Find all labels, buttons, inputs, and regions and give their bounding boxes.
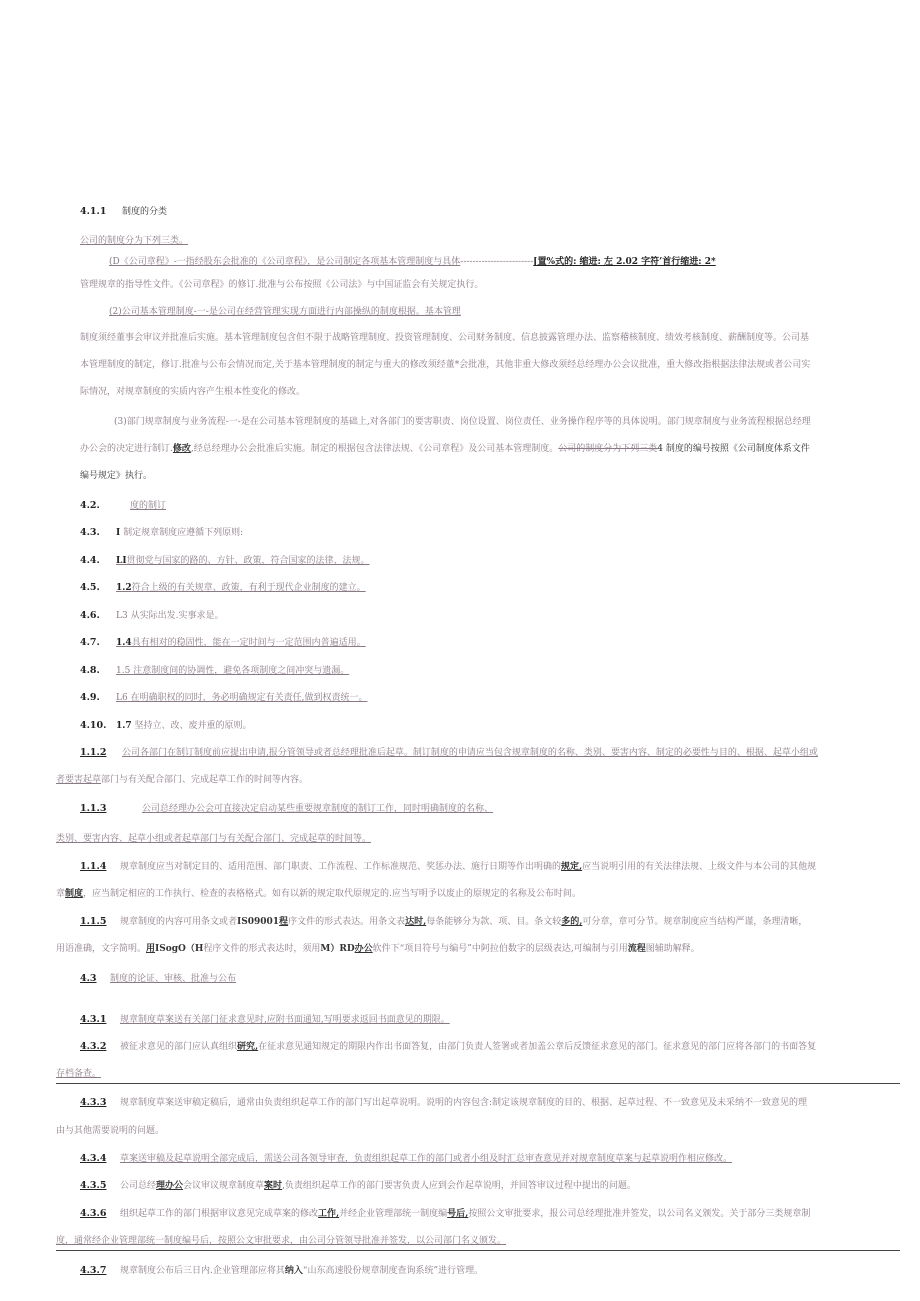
list-number: 4.4. [80, 555, 100, 566]
text-run: 流程 [627, 944, 646, 954]
text-run: 制度 [65, 889, 84, 899]
text-run: 研究, [237, 1042, 259, 1052]
clause-number: 4.3.7 [80, 1265, 107, 1276]
text-run: 规章制度公布后三日内.企业管理部应将其 [120, 1266, 285, 1276]
text-run: 程 [279, 917, 289, 927]
list-text: 在明确职权的同时，务必明确规定有关责任,做到权责统一。 [130, 693, 368, 703]
clause-1-1-4-line-2 [56, 888, 581, 900]
list-text: 具有相对的稳固性，能在一定时间与一定范围内普遍适用。 [131, 638, 366, 648]
text-run: IS09001 [237, 917, 280, 927]
text-run: 4 制度的编号按照《公司制度体系文件 [657, 444, 810, 454]
text-run: 号后, [447, 1209, 469, 1219]
list-item-4-7 [80, 637, 366, 649]
text-run: 并经企业管理部统一制度编 [339, 1209, 448, 1219]
clause-4-3-3-line-1 [80, 1097, 807, 1109]
list-text: 制定规章制度应遵循下列原则: [123, 528, 244, 538]
list-marker: 1.4 [116, 638, 132, 648]
list-number: 4.10. [80, 720, 107, 731]
text-run: 规章制度应当对制定目的、适用范围、部门职责、工作流程、工作标准规范、奖惩办法、施行日期等作出明确的 [120, 862, 562, 872]
text-run: 程序文件的形式表达时，须用 [203, 944, 321, 954]
text-run: 办公 [354, 944, 373, 954]
list-number: 4.8. [80, 665, 100, 676]
list-marker: L3 [116, 611, 128, 621]
paragraph-1-line-2: 管理规章的指导性文件。《公司章程》的修订.批准与公布按照《公司法》与中国证监会有关规定执行。 [80, 280, 484, 290]
paragraph-3-line-2 [80, 443, 810, 455]
text-run: 在征求意见通知规定的期限内作出书面答复，由部门负责人签署或者加盖公章后反馈征求意见的部门。征求意见的部门应将各部门的书面答复 [258, 1042, 817, 1052]
comment-connector: ------------------------ [460, 257, 534, 267]
paragraph-1-text: (D《公司章程》-一指经股东会批准的《公司章程》，是公司制定各项基本管理制度与具体 [109, 257, 461, 267]
clause-4-3-7 [80, 1265, 483, 1277]
text-run: 理办公 [156, 1181, 184, 1191]
text-run: 按照公文审批要求，报公司总经理批准并签发，以公司名义颁发。关于部分三类规章制 [468, 1209, 811, 1219]
text-run: ,负责组织起草工作的部门要害负责人应到会作起草说明，并回答审议过程中提出的问题。 [282, 1181, 636, 1191]
list-marker: 1.7 [116, 721, 132, 731]
paragraph-2-line-4: 际情况，对规章制度的实质内容产生根本性变化的修改。 [80, 387, 306, 397]
text-run: 部门与有关配合部门、完成起草工作的时间等内容。 [101, 775, 309, 785]
clause-number: 4.3.1 [80, 1014, 107, 1025]
clause-4-3-3-line-2: 由与其他需要说明的问题。 [56, 1126, 165, 1136]
clause-4-3-5 [80, 1180, 636, 1192]
revision-comment: [置%式的: 缩进: 左 2.02 字符’首行缩进: 2* [533, 257, 716, 267]
list-number: 4.3. [80, 527, 100, 538]
list-text: 注意制度间的协调性，避免各项制度之间冲突与遗漏。 [133, 666, 350, 676]
list-item-4-8 [80, 665, 349, 677]
clause-number: 1.1.5 [80, 916, 107, 927]
clause-1-1-5-line-1 [80, 916, 807, 928]
deleted-text: 公司的制度分为下列三类 [558, 444, 658, 454]
text-run: 多的, [561, 917, 583, 927]
text-run: 修改 [172, 444, 191, 454]
text-run: 纳入 [284, 1266, 303, 1276]
text-run: 案时 [264, 1181, 283, 1191]
clause-4-3-6-line-2: 度，通常经企业管理部统一制度编号后，按照公文审批要求，由公司分管领导批准并签发，以公司部门名义颁发。 [56, 1236, 507, 1246]
clause-number: 1.1.3 [80, 803, 107, 814]
clause-1-1-3-line-2: 类别、要害内容、起草小组或者起草部门与有关配合部门、完成起草的时间等。 [56, 834, 372, 844]
section-title: 制度的分类 [122, 207, 168, 217]
text-run: 用语准确，文字简明。 [56, 944, 147, 954]
list-item-4-2 [80, 500, 166, 512]
text-run: ISogO（H [155, 944, 204, 954]
intro-paragraph: 公司的制度分为下列三类。 [80, 236, 189, 246]
paragraph-2-line-1: (2)公司基本管理制度-一-是公司在经营管理实现方面进行内部操纵的制度根据。基本管理 [109, 307, 461, 317]
paragraph-3-line-3: 编号规定》执行。 [80, 471, 153, 481]
text-run: 组织起草工作的部门根据审议意见完成草案的修改 [120, 1209, 319, 1219]
paragraph-1-line-1 [109, 256, 716, 268]
list-number: 4.2. [80, 500, 100, 511]
list-item-4-4 [80, 555, 370, 567]
clause-number: 4.3.2 [80, 1041, 107, 1052]
paragraph-3-line-1: (3)部门规章制度与业务流程-一-是在公司基本管理制度的基础上,对各部门的要害职责、岗位设置、岗位责任、业务操作程序等的具体说明。部门规章制度与业务流程根据总经理 [114, 417, 811, 427]
clause-text: 规章制度草案送有关部门征求意见时,应附书面通知,写明要求返回书面意见的期限。 [120, 1015, 450, 1025]
list-number: 4.7. [80, 637, 100, 648]
text-run: 软件下“项目符号与编号”中阿拉伯数字的层级表达,可编制与引用 [372, 944, 628, 954]
text-run: 办公会的决定进行制订. [80, 444, 173, 454]
clause-4-3-2-line-1 [80, 1041, 816, 1053]
list-number: 4.6. [80, 610, 100, 621]
text-run: 用 [146, 944, 156, 954]
text-run: 章 [56, 889, 66, 899]
section-number: 4.3 [80, 973, 97, 984]
list-item-4-5 [80, 582, 366, 594]
list-item-4-10 [80, 720, 252, 732]
section-heading-4-3 [80, 973, 236, 985]
text-run: 可分章，章可分节。规章制度应当结构严谨，条理清晰， [582, 917, 808, 927]
list-marker: 1.5 [116, 666, 131, 676]
list-text: 度的制订 [130, 501, 167, 511]
clause-1-1-5-line-2 [56, 943, 700, 955]
list-item-4-9 [80, 692, 367, 704]
text-run: 应当说明引用的有关法律法规、上级文件与本公司的其他规 [582, 862, 817, 872]
clause-text: 规章制度草案送审稿定稿后，通常由负责组织起草工作的部门写出起草说明。说明的内容包含:制定该规章制度的目的、根据、起草过程、不一致意见及未采纳不一致意见的理 [120, 1098, 808, 1108]
clause-number: 4.3.4 [80, 1153, 107, 1164]
list-marker: L6 [116, 693, 128, 703]
text-run: 会议审议规章制度草 [183, 1181, 265, 1191]
text-run: 公司总经 [120, 1181, 157, 1191]
section-heading-4-1-1 [80, 206, 167, 218]
section-number: 4.1.1 [80, 206, 107, 217]
text-run: 序文件的形式表达。用条文表 [288, 917, 406, 927]
clause-4-3-4 [80, 1153, 732, 1165]
text-run: 达时, [405, 917, 427, 927]
clause-4-3-2-line-2: 存档备查。 [56, 1069, 102, 1079]
clause-number: 4.3.6 [80, 1208, 107, 1219]
paragraph-2-line-2: 制度须经董事会审议并批准后实施。基本管理制度包含但不限于战略管理制度、投资管理制度、公司财务制度、信息披露管理办法、监察稽核制度、绩效考核制度、薪酬制度等。公司基 [80, 333, 810, 343]
clause-1-1-2-line-1 [80, 747, 818, 759]
list-number: 4.9. [80, 692, 100, 703]
clause-number: 4.3.5 [80, 1180, 107, 1191]
text-run: 图辅助解释。 [645, 944, 700, 954]
list-marker: LI [116, 556, 127, 566]
text-run: 规定, [561, 862, 583, 872]
section-title: 制度的论证、审核、批准与公布 [110, 974, 237, 984]
list-marker: I [116, 528, 121, 538]
paragraph-2-line-3: 本管理制度的制定，修订.批准与公布会情况而定,关于基本管理制度的制定与重大的修改须经董*会批准，其他非重大修改须经总经理办公会议批准，重大修改指根据法律法规或者公司实 [80, 360, 811, 370]
text-run: “山东高速股份规章制度查询系统”进行管理。 [302, 1266, 484, 1276]
text-run: 每条能够分为款、项、目。条文较 [426, 917, 562, 927]
clause-4-3-6-line-1 [80, 1208, 810, 1220]
divider-line [56, 1083, 900, 1084]
list-text: 从实际出发.实事求是。 [130, 611, 224, 621]
text-run: 规章制度的内容可用条文或者 [120, 917, 238, 927]
list-text: 符合上级的有关规章、政策，有利于现代企业制度的建立。 [131, 583, 366, 593]
clause-number: 4.3.3 [80, 1097, 107, 1108]
list-marker: 1.2 [116, 583, 132, 593]
clause-number: 1.1.4 [80, 861, 107, 872]
list-text: 贯彻党与国家的路的、方针、政策，符合国家的法律、法规。 [126, 556, 370, 566]
clause-text: 草案送审稿及起草说明全部完成后，需送公司各领导审查，负责组织起草工作的部门或者小组及时汇总审查意见并对规章制度草案与起草说明作相应修改。 [120, 1154, 733, 1164]
list-text: 坚持立、改、废并重的原则。 [134, 721, 252, 731]
clause-number: 1.1.2 [80, 747, 107, 758]
text-run: 者要害起草 [56, 775, 102, 785]
clause-1-1-4-line-1 [80, 861, 816, 873]
list-item-4-3 [80, 527, 243, 539]
clause-4-3-1 [80, 1014, 450, 1026]
clause-text: 公司各部门在制订制度前应提出申请,报分管领导或者总经理批准后起草。制订制度的申请应当包含规章制度的名称、类别、要害内容、制定的必要性与目的、根据、起草小组或 [122, 748, 818, 758]
text-run: ,经总经理办公会批准后实施。制定的根据包含法律法规、《公司章程》及公司基本管理制度。 [190, 444, 559, 454]
text-run: 工作, [318, 1209, 340, 1219]
list-number: 4.5. [80, 582, 100, 593]
text-run: 被征求意见的部门应认真组织 [120, 1042, 238, 1052]
list-item-4-6 [80, 610, 223, 622]
clause-text: 公司总经理办公会可直接决定启动某些重要规章制度的制订工作，同时明确制度的名称、 [142, 804, 494, 814]
text-run: ，应当制定相应的工作执行、检查的表格格式。如有以新的规定取代原规定的.应当写明予以废止的原规定的名称及公布时间。 [83, 889, 581, 899]
clause-1-1-3-line-1 [80, 803, 493, 815]
text-run: M）RD [320, 944, 355, 954]
clause-1-1-2-line-2 [56, 774, 308, 786]
divider-line [56, 1250, 900, 1251]
